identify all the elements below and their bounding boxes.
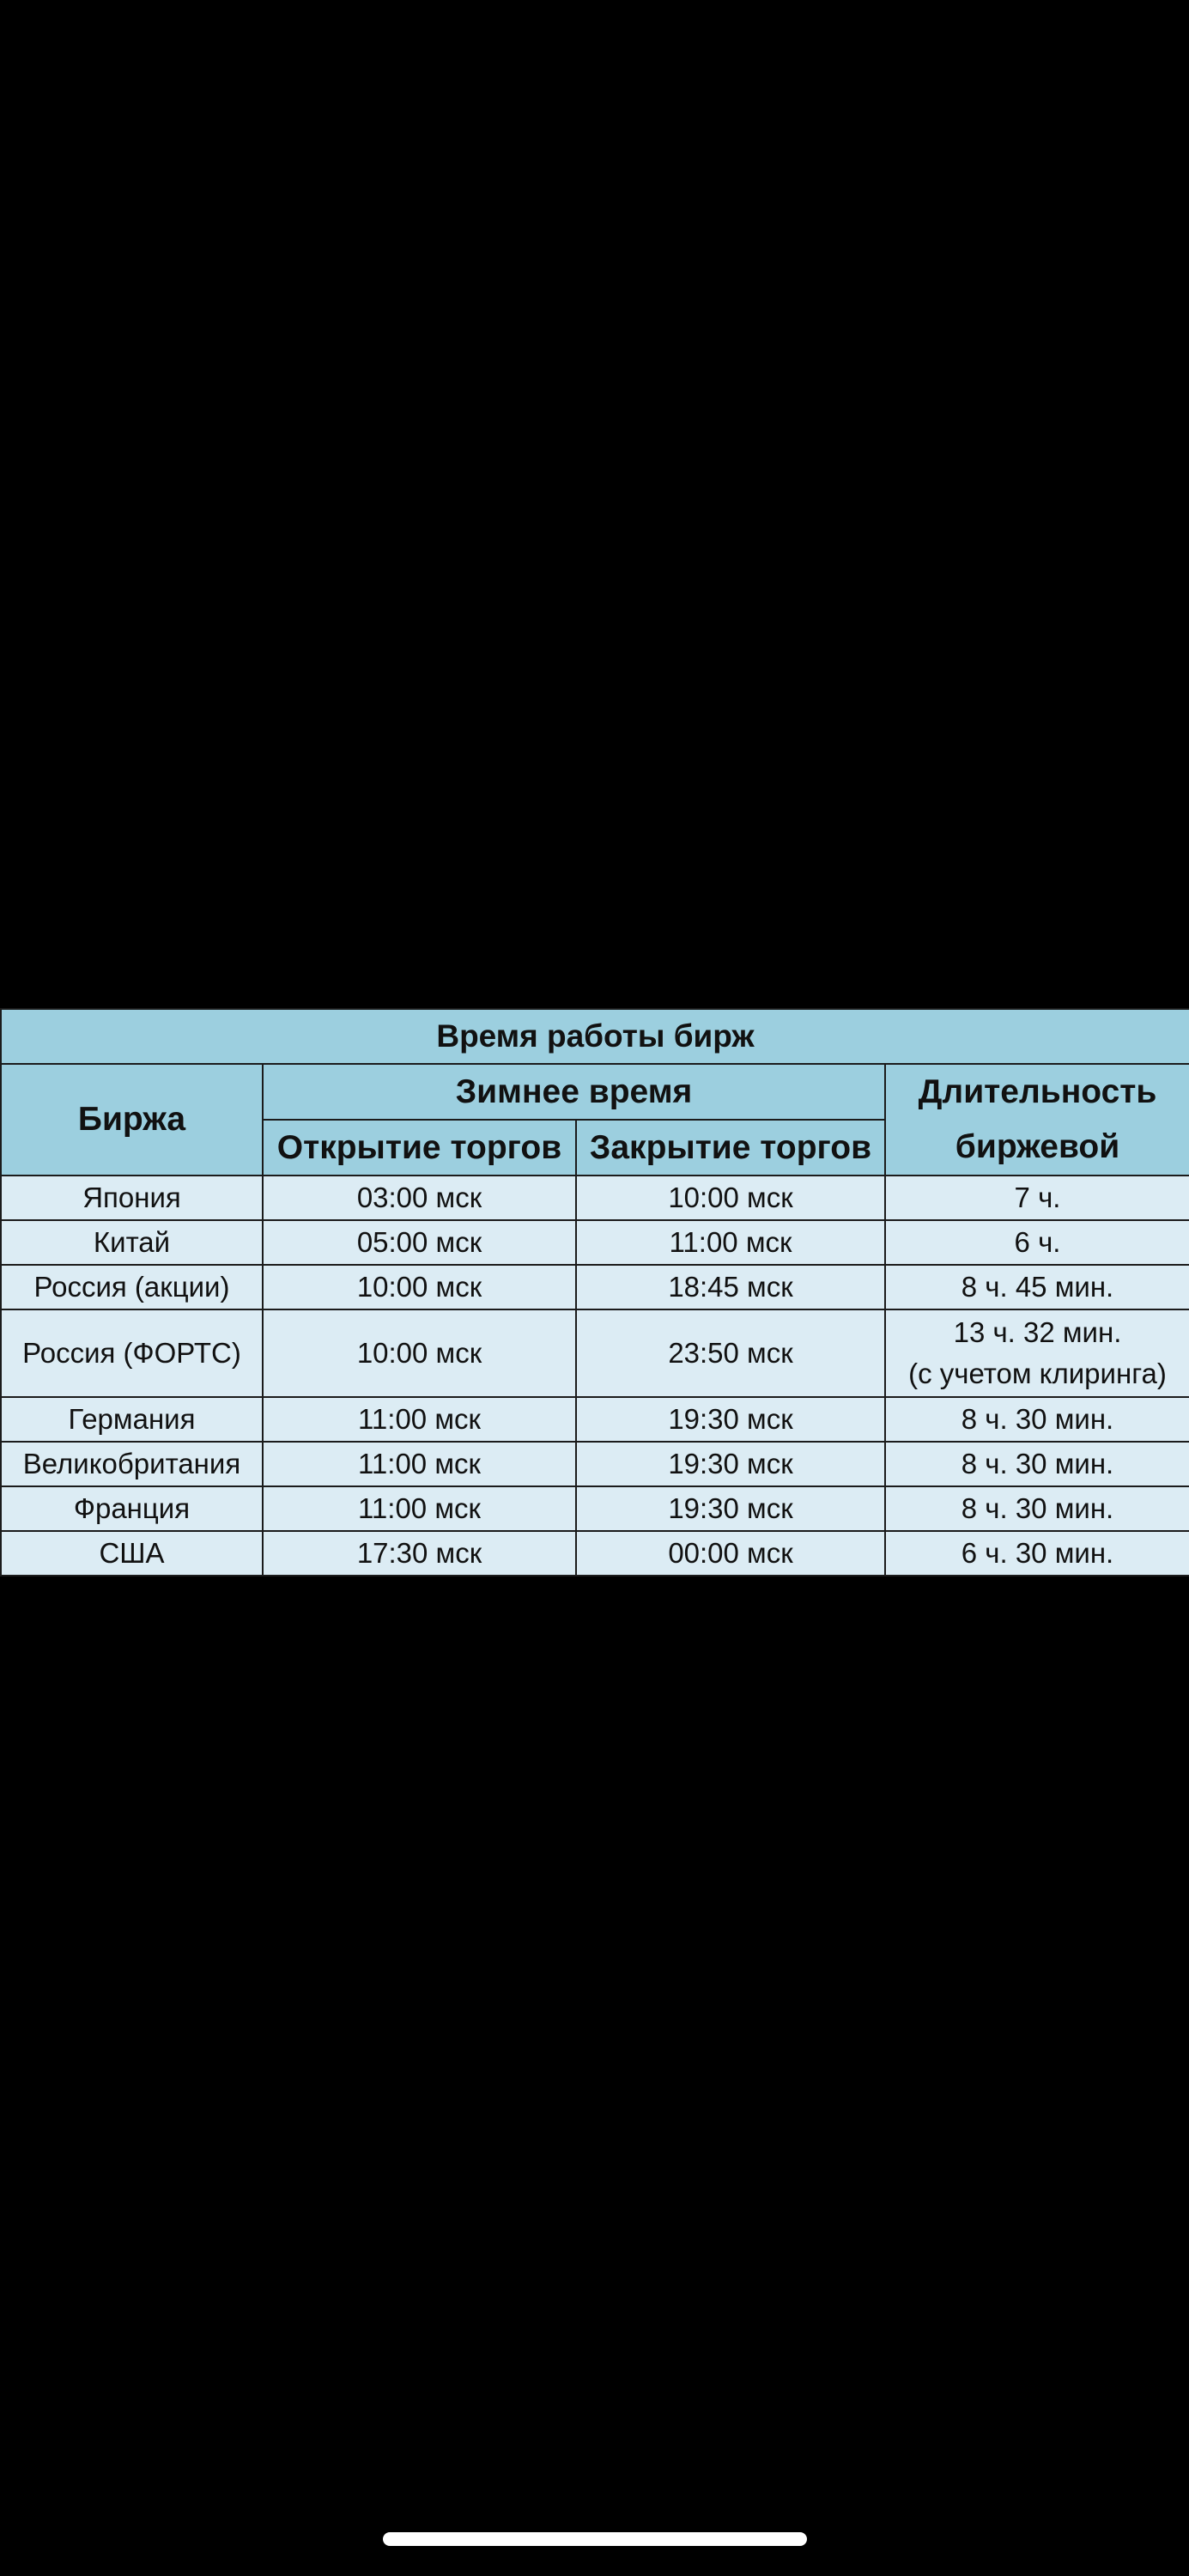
table-row [1, 1442, 1189, 1486]
table-row [1, 1486, 1189, 1531]
duration-cell: 6 ч. 30 мин. [885, 1531, 1189, 1576]
table-row [1, 1176, 1189, 1220]
duration-column-header [885, 1064, 1189, 1176]
exchange-hours-table [0, 1008, 1189, 1577]
duration-cell [885, 1309, 1189, 1397]
winter-time-header: Зимнее время [263, 1064, 885, 1120]
duration-header-line-2: биржевой [955, 1128, 1120, 1165]
table-row [1, 1220, 1189, 1265]
open-time-cell: 05:00 мск [263, 1220, 576, 1265]
open-time-cell: 11:00 мск [263, 1442, 576, 1486]
duration-cell: 8 ч. 30 мин. [885, 1397, 1189, 1442]
duration-header-line-1: Длительность [918, 1073, 1157, 1110]
exchange-cell: Германия [1, 1397, 263, 1442]
duration-cell: 8 ч. 45 мин. [885, 1265, 1189, 1309]
exchange-column-header: Биржа [1, 1064, 263, 1176]
open-time-cell: 10:00 мск [263, 1309, 576, 1397]
table-row [1, 1309, 1189, 1397]
duration-cell: 8 ч. 30 мин. [885, 1442, 1189, 1486]
open-time-cell: 17:30 мск [263, 1531, 576, 1576]
duration-cell: 7 ч. [885, 1176, 1189, 1220]
close-time-cell: 19:30 мск [576, 1397, 885, 1442]
close-column-header: Закрытие торгов [576, 1120, 885, 1176]
home-indicator-bar[interactable] [383, 2532, 807, 2546]
close-time-cell: 10:00 мск [576, 1176, 885, 1220]
duration-cell: 8 ч. 30 мин. [885, 1486, 1189, 1531]
table-row [1, 1531, 1189, 1576]
exchange-cell: Россия (акции) [1, 1265, 263, 1309]
duration-cell: 6 ч. [885, 1220, 1189, 1265]
duration-note: (с учетом клиринга) [908, 1358, 1167, 1389]
header-row-1 [1, 1064, 1189, 1120]
close-time-cell: 00:00 мск [576, 1531, 885, 1576]
exchange-hours-table-image [0, 1008, 1189, 1569]
close-time-cell: 18:45 мск [576, 1265, 885, 1309]
table-title: Время работы бирж [1, 1009, 1189, 1064]
table-row [1, 1265, 1189, 1309]
open-time-cell: 03:00 мск [263, 1176, 576, 1220]
open-time-cell: 10:00 мск [263, 1265, 576, 1309]
exchange-cell: Китай [1, 1220, 263, 1265]
exchange-cell: Франция [1, 1486, 263, 1531]
table-title-row [1, 1009, 1189, 1064]
exchange-cell: Великобритания [1, 1442, 263, 1486]
exchange-cell: Япония [1, 1176, 263, 1220]
close-time-cell: 11:00 мск [576, 1220, 885, 1265]
exchange-cell: Россия (ФОРТС) [1, 1309, 263, 1397]
close-time-cell: 19:30 мск [576, 1442, 885, 1486]
duration-value: 13 ч. 32 мин. [953, 1316, 1122, 1348]
open-column-header: Открытие торгов [263, 1120, 576, 1176]
exchange-cell: США [1, 1531, 263, 1576]
close-time-cell: 19:30 мск [576, 1486, 885, 1531]
open-time-cell: 11:00 мск [263, 1486, 576, 1531]
close-time-cell: 23:50 мск [576, 1309, 885, 1397]
open-time-cell: 11:00 мск [263, 1397, 576, 1442]
table-row [1, 1397, 1189, 1442]
